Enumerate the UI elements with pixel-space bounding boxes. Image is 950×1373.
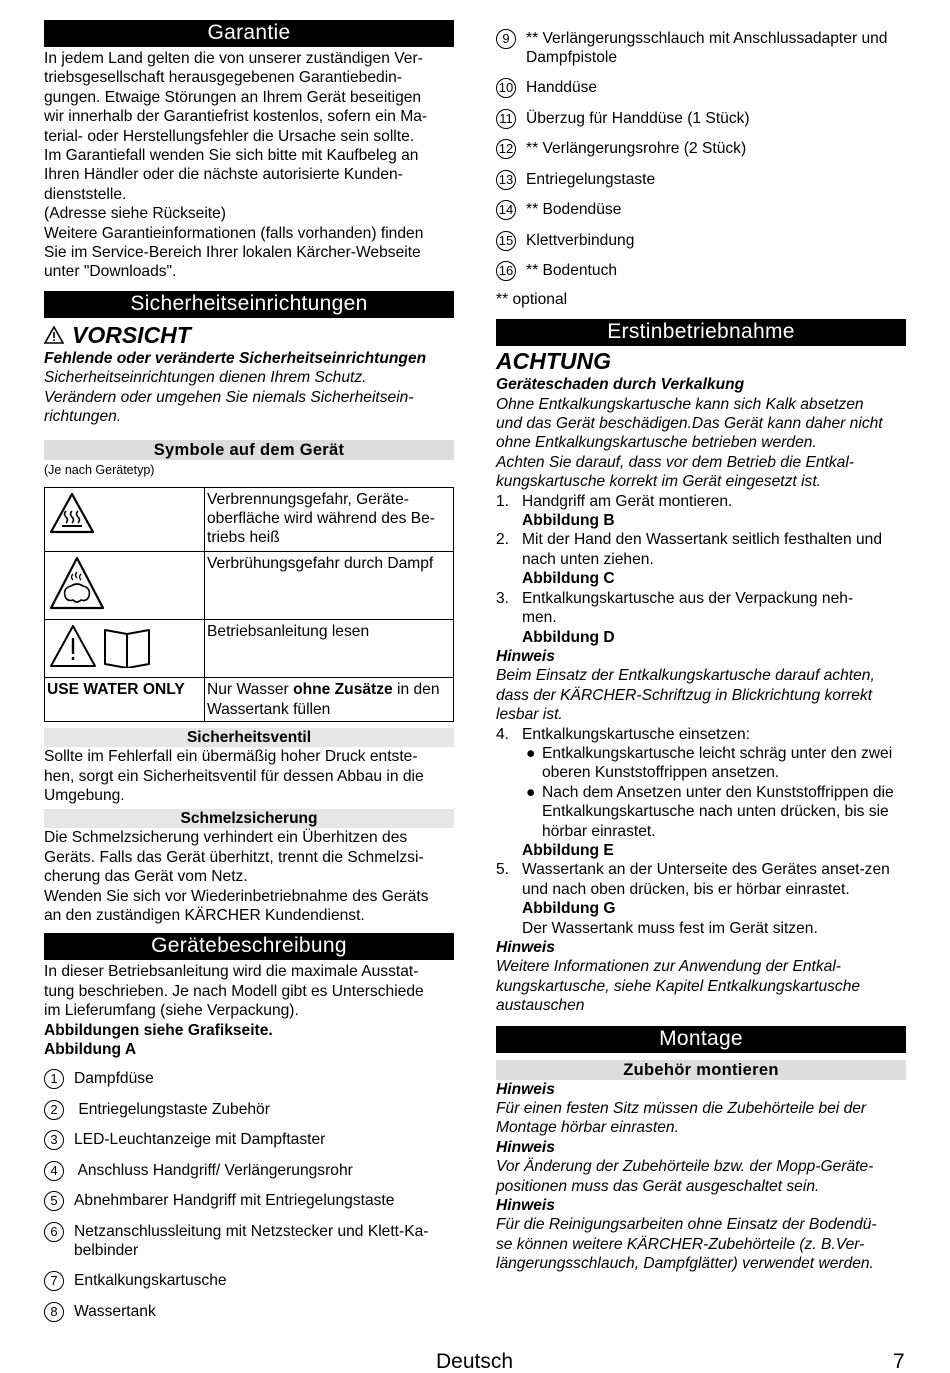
text-line: In jedem Land gelten die von unserer zuständigen Ver- xyxy=(44,50,423,67)
heading-symbole: Symbole auf dem Gerät xyxy=(44,440,454,460)
item-text: Entkalkungskartusche xyxy=(74,1272,227,1290)
bullet-text: Nach dem Ansetzen unter den Kunststoffrippen die Entkalkungskartusche nach unten drücken, bis sie hörbar einrastet. xyxy=(542,783,894,840)
use-water-only-label: USE WATER ONLY xyxy=(45,678,205,722)
figure-ref: Abbildung E xyxy=(522,841,614,859)
step-item xyxy=(496,530,906,569)
text-line: positionen muss das Gerät ausgeschaltet sein. xyxy=(496,1177,820,1195)
list-item xyxy=(44,1100,454,1120)
page-number: 7 xyxy=(893,1350,905,1373)
warning-title: VORSICHT xyxy=(72,321,191,348)
step-text: Entkalkungskartusche aus der Verpackung neh-men. xyxy=(522,589,854,627)
left-column xyxy=(44,20,454,1332)
list-item xyxy=(496,200,906,220)
symbol-cell xyxy=(45,487,205,551)
text-line: gungen. Etwaige Störungen an Ihrem Gerät beseitigen xyxy=(44,88,422,106)
list-item xyxy=(496,231,906,251)
number-badge: 14 xyxy=(496,200,516,220)
step-number: 2. xyxy=(496,531,510,549)
list-item xyxy=(44,1130,454,1150)
list-item xyxy=(44,1161,454,1181)
symbol-text xyxy=(205,678,454,722)
list-item xyxy=(44,1222,454,1261)
hint-title: Hinweis xyxy=(496,939,555,956)
table-row xyxy=(45,619,454,677)
number-badge: 5 xyxy=(44,1191,64,1211)
figure-ref: Abbildung B xyxy=(522,512,615,530)
figure-ref: Abbildung D xyxy=(522,628,615,646)
text-line: triebsgesellschaft herausgegebenen Garantiebedin- xyxy=(44,69,403,87)
text-line: Für einen festen Sitz müssen die Zubehörteile bei der xyxy=(496,1100,867,1118)
step-number: 4. xyxy=(496,725,510,743)
text-line-bold: Abbildungen siehe Grafikseite. xyxy=(44,1021,273,1039)
text-line: tung beschrieben. Je nach Modell gibt es Unterschiede xyxy=(44,982,424,1000)
list-item xyxy=(44,1302,454,1322)
item-text: Wassertank xyxy=(74,1302,156,1320)
list-item xyxy=(44,1069,454,1089)
text-line: ohne Entkalkungskartusche betrieben werden. xyxy=(496,434,817,452)
text-line: dienststelle. xyxy=(44,185,127,203)
text-line: Verändern oder umgehen Sie niemals Sicherheitsein- xyxy=(44,388,414,406)
symbols-note: (Je nach Gerätetyp) xyxy=(44,462,155,477)
item-text: Handdüse xyxy=(526,79,598,97)
step-item xyxy=(496,589,906,628)
step-number: 5. xyxy=(496,861,510,879)
item-text: LED-Leuchtanzeige mit Dampftaster xyxy=(74,1131,326,1149)
step-number: 1. xyxy=(496,492,510,510)
number-badge: 9 xyxy=(496,29,516,49)
heading-sicherheitsventil: Sicherheitsventil xyxy=(44,728,454,747)
text-line: dass der KÄRCHER-Schriftzug in Blickrichtung korrekt xyxy=(496,686,873,704)
text-line: Weitere Informationen zur Anwendung der Entkal- xyxy=(496,958,841,976)
number-badge: 6 xyxy=(44,1222,64,1242)
step-text: Entkalkungskartusche einsetzen: xyxy=(522,725,750,743)
list-item xyxy=(44,1271,454,1291)
text-line: Umgebung. xyxy=(44,786,125,804)
text-line: In dieser Betriebsanleitung wird die maximale Ausstat- xyxy=(44,963,419,981)
warning-vorsicht xyxy=(44,321,454,349)
text-line: kungskartusche korrekt im Gerät eingesetzt ist. xyxy=(496,473,822,491)
garantie-text xyxy=(44,49,454,282)
text-line: an den zuständigen KÄRCHER Kundendienst. xyxy=(44,906,365,924)
item-text: Anschluss Handgriff/ Verlängerungsrohr xyxy=(74,1161,353,1179)
figure-ref: Abbildung A xyxy=(44,1041,137,1058)
step-item xyxy=(496,860,906,899)
text-line: Beim Einsatz der Entkalkungskartusche darauf achten, xyxy=(496,667,875,685)
text-line: cherung das Gerät vom Netz. xyxy=(44,868,248,886)
text-span-bold: ohne Zusätze xyxy=(293,681,393,699)
parts-list-continued xyxy=(496,29,906,281)
hint-title: Hinweis xyxy=(496,1138,555,1156)
text-line: Ihren Händler oder die nächste autorisierte Kunden- xyxy=(44,166,403,184)
symbol-text: Verbrühungsgefahr durch Dampf xyxy=(205,551,454,619)
list-item xyxy=(522,744,906,783)
list-item xyxy=(496,139,906,159)
heading-erstinbetriebnahme: Erstinbetriebnahme xyxy=(496,319,906,346)
number-badge: 12 xyxy=(496,139,516,159)
step-text: Wassertank an der Unterseite des Gerätes anset-zen und nach oben drücken, bis er hörbar einrastet. xyxy=(522,861,890,898)
text-span: in den Wassertank füllen xyxy=(207,681,440,718)
steps-list xyxy=(496,725,906,744)
text-line: lesbar ist. xyxy=(496,706,563,724)
item-text: Entriegelungstaste xyxy=(526,170,656,188)
steps-list xyxy=(496,589,906,628)
right-column xyxy=(496,29,906,1274)
item-text: ** Verlängerungsschlauch mit Anschlussadapter und Dampfpistole xyxy=(526,30,888,67)
table-row xyxy=(45,487,454,551)
item-text: Abnehmbarer Handgriff mit Entriegelungstaste xyxy=(74,1192,395,1210)
list-item xyxy=(496,29,906,68)
text-line: hen, sorgt ein Sicherheitsventil für dessen Abbau in die xyxy=(44,767,424,785)
item-text: ** Verlängerungsrohre (2 Stück) xyxy=(526,140,747,158)
text-line: Wenden Sie sich vor Wiederinbetriebnahme des Geräts xyxy=(44,887,429,905)
bullet-list xyxy=(496,744,906,841)
footer-language: Deutsch xyxy=(436,1350,514,1373)
text-line: richtungen. xyxy=(44,408,122,426)
step-item xyxy=(496,492,906,511)
list-item xyxy=(44,1191,454,1211)
item-text: Klettverbindung xyxy=(526,231,635,249)
text-line: Der Wassertank muss fest im Gerät sitzen. xyxy=(522,919,818,937)
bullet-icon: ● xyxy=(526,744,536,762)
symbol-cell xyxy=(45,551,205,619)
warning-subtitle: Fehlende oder veränderte Sicherheitseinrichtungen xyxy=(44,349,427,367)
text-line: und das Gerät beschädigen.Das Gerät kann daher nicht xyxy=(496,415,883,433)
read-manual-icon xyxy=(49,624,153,668)
heading-garantie: Garantie xyxy=(44,20,454,47)
text-line: wir innerhalb der Garantiefrist kostenlos, sofern ein Ma- xyxy=(44,108,428,126)
text-line: Montage hörbar einrasten. xyxy=(496,1119,679,1137)
text-line: Die Schmelzsicherung verhindert ein Überhitzen des xyxy=(44,829,408,847)
text-line: Sollte im Fehlerfall ein übermäßig hoher Druck entste- xyxy=(44,748,418,766)
text-line: Achten Sie darauf, dass vor dem Betrieb die Entkal- xyxy=(496,453,854,471)
steam-scald-icon xyxy=(49,556,105,610)
step-item xyxy=(496,725,906,744)
symbols-table xyxy=(44,487,454,723)
item-text: ** Bodentuch xyxy=(526,262,618,280)
number-badge: 15 xyxy=(496,231,516,251)
text-line: Sicherheitseinrichtungen dienen Ihrem Schutz. xyxy=(44,369,367,387)
list-item xyxy=(496,109,906,129)
text-line: Ohne Entkalkungskartusche kann sich Kalk absetzen xyxy=(496,395,864,413)
hint-title: Hinweis xyxy=(496,1197,555,1215)
heading-montage: Montage xyxy=(496,1026,906,1053)
optional-note: ** optional xyxy=(496,290,568,308)
number-badge: 7 xyxy=(44,1271,64,1291)
number-badge: 13 xyxy=(496,170,516,190)
item-text: Dampfdüse xyxy=(74,1070,154,1088)
text-span: Nur Wasser xyxy=(207,681,294,699)
number-badge: 1 xyxy=(44,1069,64,1089)
heading-zubehoer-montieren: Zubehör montieren xyxy=(496,1060,906,1080)
bullet-icon: ● xyxy=(526,783,536,801)
text-line: unter "Downloads". xyxy=(44,263,177,281)
table-row xyxy=(45,678,454,722)
number-badge: 10 xyxy=(496,78,516,98)
number-badge: 8 xyxy=(44,1302,64,1322)
symbol-cell xyxy=(45,619,205,677)
table-row xyxy=(45,551,454,619)
figure-ref: Abbildung G xyxy=(522,900,616,918)
symbol-text: Verbrennungsgefahr, Geräte-oberfläche wird während des Be-triebs heiß xyxy=(205,487,454,551)
heading-sicherheitseinrichtungen: Sicherheitseinrichtungen xyxy=(44,291,454,318)
text-line: Im Garantiefall wenden Sie sich bitte mit Kaufbeleg an xyxy=(44,147,419,165)
text-line: Vor Änderung der Zubehörteile bzw. der Mopp-Geräte- xyxy=(496,1158,874,1176)
step-text: Handgriff am Gerät montieren. xyxy=(522,492,733,510)
list-item xyxy=(496,78,906,98)
text-line: kungskartusche, siehe Kapitel Entkalkungskartusche xyxy=(496,977,861,995)
figure-ref: Abbildung C xyxy=(522,570,615,588)
step-number: 3. xyxy=(496,589,510,607)
step-text: Mit der Hand den Wassertank seitlich festhalten und nach unten ziehen. xyxy=(522,531,882,568)
list-item xyxy=(496,170,906,190)
number-badge: 4 xyxy=(44,1161,64,1181)
heading-schmelzsicherung: Schmelzsicherung xyxy=(44,809,454,828)
list-item xyxy=(522,783,906,841)
text-line: im Lieferumfang (siehe Verpackung). xyxy=(44,1002,299,1020)
text-line: Für die Reinigungsarbeiten ohne Einsatz der Bodendü- xyxy=(496,1216,877,1234)
warning-triangle-icon xyxy=(44,326,64,344)
steps-list xyxy=(496,530,906,569)
item-text: Überzug für Handdüse (1 Stück) xyxy=(526,109,750,127)
number-badge: 2 xyxy=(44,1100,64,1120)
item-text: Netzanschlussleitung mit Netzstecker und Klett-Ka-belbinder xyxy=(74,1222,429,1260)
bullet-text: Entkalkungskartusche leicht schräg unter den zwei oberen Kunststoffrippen ansetzen. xyxy=(542,744,893,782)
hint-title: Hinweis xyxy=(496,1080,555,1098)
text-line: Weitere Garantieinformationen (falls vorhanden) finden xyxy=(44,224,424,242)
steps-list xyxy=(496,860,906,899)
text-line: (Adresse siehe Rückseite) xyxy=(44,205,227,223)
item-text: ** Bodendüse xyxy=(526,201,622,219)
number-badge: 3 xyxy=(44,1130,64,1150)
list-item xyxy=(496,261,906,281)
text-line: austauschen xyxy=(496,997,585,1015)
text-line: se können weitere KÄRCHER-Zubehörteile (z. B.Ver- xyxy=(496,1235,865,1253)
steps-list xyxy=(496,492,906,511)
warning-achtung: ACHTUNG xyxy=(496,348,611,375)
parts-list xyxy=(44,1069,454,1321)
number-badge: 16 xyxy=(496,261,516,281)
number-badge: 11 xyxy=(496,109,516,129)
warning-subtitle: Geräteschaden durch Verkalkung xyxy=(496,376,745,394)
heading-geraetebeschreibung: Gerätebeschreibung xyxy=(44,933,454,960)
text-line: terial- oder Herstellungsfehler die Ursache sein sollte. xyxy=(44,127,415,145)
item-text: Entriegelungstaste Zubehör xyxy=(74,1100,270,1118)
symbol-text: Betriebsanleitung lesen xyxy=(205,619,454,677)
text-line: längerungsschlauch, Dampfglätter) verwendet werden. xyxy=(496,1255,874,1273)
hot-surface-icon xyxy=(49,492,95,534)
hint-title: Hinweis xyxy=(496,647,555,665)
text-line: Sie im Service-Bereich Ihrer lokalen Kärcher-Webseite xyxy=(44,244,421,262)
text-line: Geräts. Falls das Gerät überhitzt, trennt die Schmelzsi- xyxy=(44,848,424,866)
